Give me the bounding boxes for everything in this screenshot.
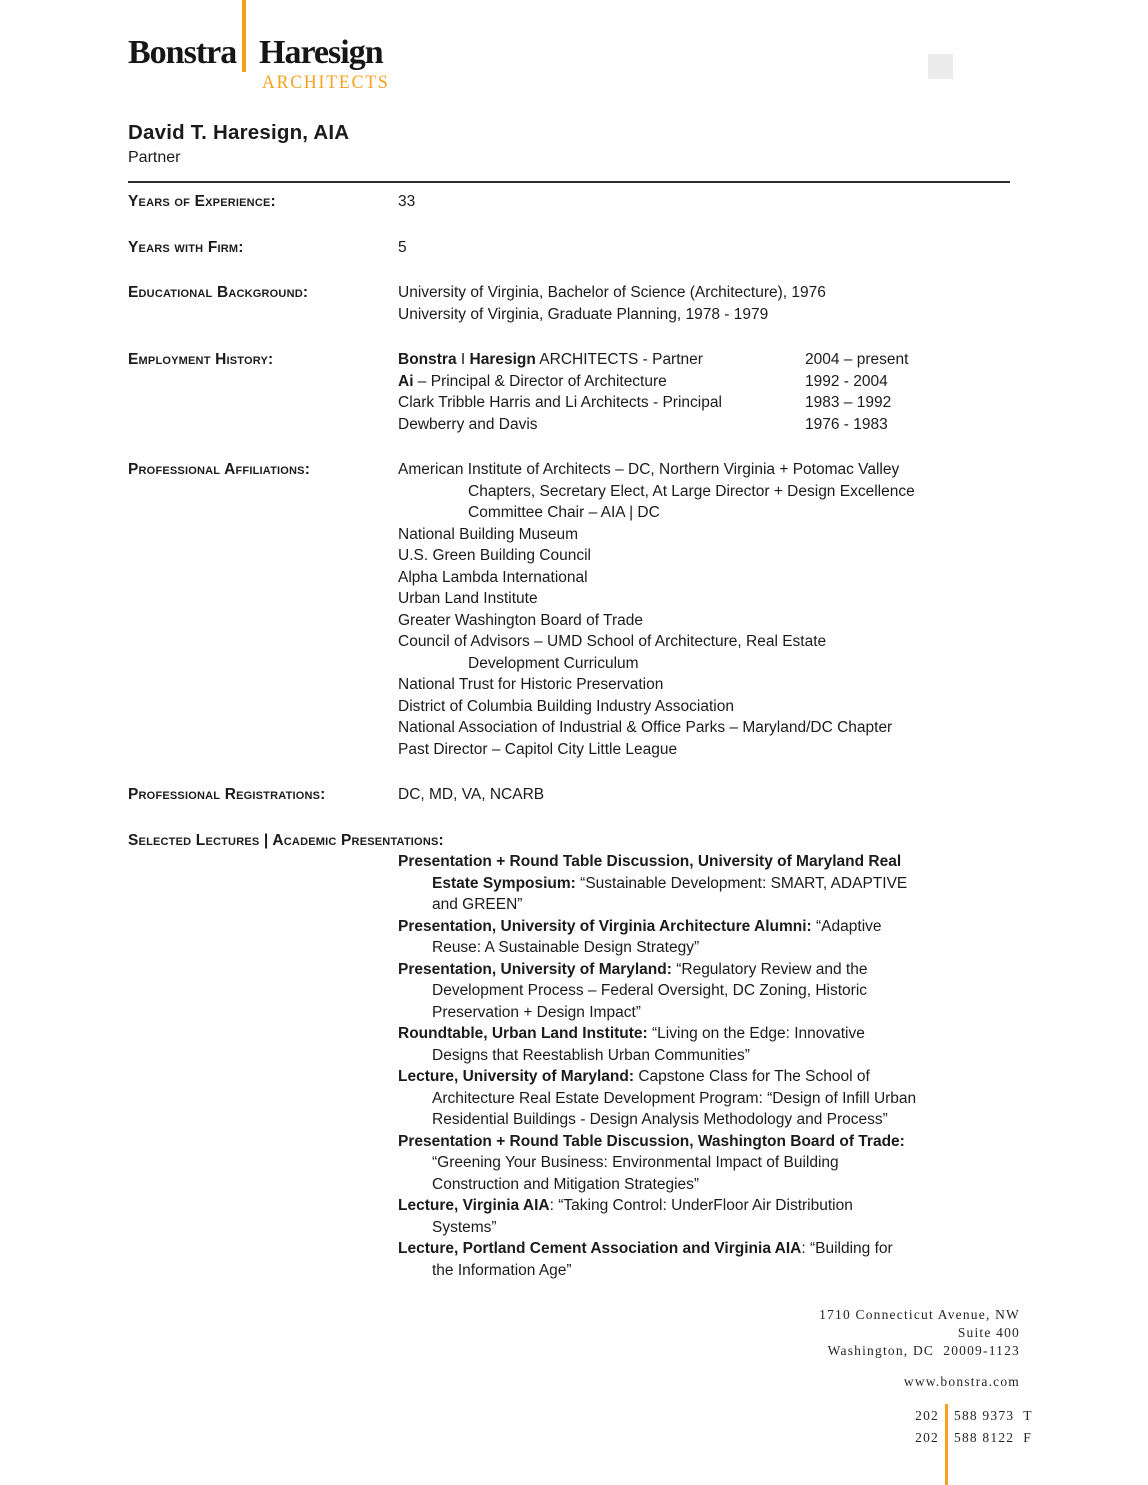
employment-entry <box>398 349 805 371</box>
lecture-line <box>398 1023 1030 1045</box>
lecture-line <box>398 1066 1030 1088</box>
employer-name: Ai <box>398 372 414 390</box>
lecture-title: Roundtable, Urban Land Institute: <box>398 1025 648 1042</box>
person-name: David T. Haresign, AIA <box>128 121 350 144</box>
footer-phones <box>819 1405 1033 1448</box>
employment-dates: 2004 – present <box>805 351 909 368</box>
lecture-text: Construction and Mitigation Strategies” <box>432 1175 700 1193</box>
education-line: University of Virginia, Bachelor of Science (Architecture), 1976 <box>398 284 826 301</box>
employment-dates: 1976 - 1983 <box>805 415 888 433</box>
phone-number <box>954 1427 1032 1449</box>
affiliation-line: National Trust for Historic Preservation <box>398 676 664 693</box>
lecture-title: Presentation + Round Table Discussion, Washington Board of Trade: <box>398 1132 905 1150</box>
lecture-text: Architecture Real Estate Development Program: “Design of Infill Urban <box>432 1089 917 1107</box>
section-years-with-firm <box>128 237 1030 259</box>
affiliation-line: Alpha Lambda International <box>398 568 588 586</box>
affiliation-line: Development Curriculum <box>468 654 639 672</box>
lecture-line <box>398 1131 1030 1153</box>
lecture-title: Presentation, University of Virginia Architecture Alumni: <box>398 917 812 935</box>
education-line: University of Virginia, Graduate Planning, 1978 - 1979 <box>398 305 769 323</box>
section-years-experience <box>128 191 1030 213</box>
affiliation-line: U.S. Green Building Council <box>398 547 591 564</box>
lecture-title: Presentation, University of Maryland: <box>398 960 672 978</box>
lecture-text: “Greening Your Business: Environmental Impact of Building <box>432 1154 839 1171</box>
logo-word-haresign: Haresign <box>259 34 383 71</box>
employment-dates: 1992 - 2004 <box>805 372 888 390</box>
lecture-title: Lecture, Portland Cement Association and Virginia AIA <box>398 1240 802 1257</box>
section-professional-registrations <box>128 784 1030 806</box>
lecture-line <box>432 1152 1030 1174</box>
phone-digits: 588 8122 <box>954 1429 1015 1445</box>
phone-area-code: 202 <box>915 1408 939 1423</box>
affiliation-line: Committee Chair – AIA | DC <box>468 504 660 521</box>
logo-word-bonstra: Bonstra <box>128 34 237 71</box>
employment-row <box>398 414 908 436</box>
affiliation-lines <box>398 459 915 760</box>
lecture-line <box>432 1260 1030 1282</box>
phone-kind: T <box>1023 1408 1033 1423</box>
logo-tagline: ARCHITECTS <box>262 72 390 93</box>
lecture-text: Capstone Class for The School of <box>634 1068 870 1085</box>
lecture-line <box>432 1174 1030 1196</box>
lecture-text: Systems” <box>432 1218 497 1236</box>
employer-name: Haresign <box>469 351 536 368</box>
footer-phone-row <box>819 1405 1033 1427</box>
education-lines <box>398 282 826 325</box>
lecture-text: : “Building for <box>801 1240 893 1257</box>
header-rule <box>128 181 1010 183</box>
section-value: 5 <box>398 238 407 256</box>
footer-accent-line <box>945 1404 948 1485</box>
section-label: Professional Affiliations: <box>128 461 311 478</box>
affiliation-line: Past Director – Capitol City Little League <box>398 740 678 758</box>
lecture-line <box>432 1109 1030 1131</box>
resume-body <box>128 191 1030 1305</box>
lecture-text: “Sustainable Development: SMART, ADAPTIVE <box>575 874 908 892</box>
lecture-line <box>432 1088 1030 1110</box>
footer <box>819 1306 1033 1448</box>
affiliation-line: Greater Washington Board of Trade <box>398 611 643 629</box>
affiliation-line: Chapters, Secretary Elect, At Large Director + Design Excellence <box>468 482 915 500</box>
phone-kind: F <box>1023 1429 1032 1445</box>
placeholder-square <box>928 54 953 79</box>
lecture-title: Lecture, Virginia AIA <box>398 1197 550 1214</box>
employment-row <box>398 349 908 371</box>
lecture-text: “Adaptive <box>811 917 882 935</box>
lecture-line <box>432 873 1030 895</box>
employment-row <box>398 371 908 393</box>
phone-digits: 588 9373 <box>954 1408 1015 1423</box>
lecture-line <box>432 894 1030 916</box>
lecture-line <box>398 916 1030 938</box>
lecture-line <box>432 1045 1030 1067</box>
lecture-text: Reuse: A Sustainable Design Strategy” <box>432 939 700 956</box>
lecture-line <box>432 1217 1030 1239</box>
footer-phone-row <box>819 1427 1032 1449</box>
section-label: Years with Firm: <box>128 238 244 256</box>
affiliation-line: National Building Museum <box>398 525 579 543</box>
section-label: Years of Experience: <box>128 193 276 210</box>
employment-entry <box>398 371 805 393</box>
section-label: Educational Background: <box>128 284 309 301</box>
section-value: DC, MD, VA, NCARB <box>398 786 545 803</box>
lecture-text: “Living on the Edge: Innovative <box>647 1025 865 1042</box>
lecture-text: Development Process – Federal Oversight, DC Zoning, Historic <box>432 982 868 999</box>
section-employment-history <box>128 349 1030 435</box>
affiliation-line: Urban Land Institute <box>398 590 538 607</box>
section-selected-lectures <box>128 830 1030 1282</box>
person-title: Partner <box>128 149 181 166</box>
lecture-title: Estate Symposium: <box>432 874 576 892</box>
lecture-line <box>432 980 1030 1002</box>
footer-address-line: 1710 Connecticut Avenue, NW <box>819 1307 1020 1322</box>
section-label: Professional Registrations: <box>128 786 326 803</box>
lecture-title: Presentation + Round Table Discussion, University of Maryland Real <box>398 853 902 870</box>
employment-role: Clark Tribble Harris and Li Architects - Principal <box>398 394 722 411</box>
employment-entry <box>398 392 805 414</box>
employment-entry <box>398 414 805 436</box>
lecture-text: “Regulatory Review and the <box>671 960 868 978</box>
employment-role: Dewberry and Davis <box>398 415 538 433</box>
lecture-line <box>398 1238 1030 1260</box>
lecture-title: Lecture, University of Maryland: <box>398 1068 635 1085</box>
employment-dates: 1983 – 1992 <box>805 394 892 411</box>
affiliation-line: Council of Advisors – UMD School of Architecture, Real Estate <box>398 633 827 650</box>
phone-area-code: 202 <box>915 1429 939 1445</box>
footer-address-line: Suite 400 <box>957 1325 1020 1340</box>
lecture-text: Residential Buildings - Design Analysis Methodology and Process” <box>432 1111 888 1128</box>
logo-divider-bar <box>242 0 246 72</box>
section-professional-affiliations <box>128 459 1030 760</box>
lecture-line <box>432 937 1030 959</box>
employer-separator: I <box>456 351 470 368</box>
affiliation-line: National Association of Industrial & Office Parks – Maryland/DC Chapter <box>398 719 893 736</box>
section-educational-background <box>128 282 1030 325</box>
footer-website: www.bonstra.com <box>903 1374 1020 1389</box>
lecture-text: : “Taking Control: UnderFloor Air Distribution <box>549 1197 853 1214</box>
section-label: Selected Lectures | Academic Presentations: <box>128 831 444 849</box>
lecture-text: Designs that Reestablish Urban Communities” <box>432 1046 750 1064</box>
lecture-text: the Information Age” <box>432 1261 572 1279</box>
section-value: 33 <box>398 193 416 210</box>
footer-address-line: Washington, DC 20009-1123 <box>827 1343 1020 1358</box>
employment-role: – Principal & Director of Architecture <box>413 372 667 390</box>
employment-role: ARCHITECTS - Partner <box>535 351 703 368</box>
employer-name: Bonstra <box>398 351 457 368</box>
lecture-text: and GREEN” <box>432 896 523 913</box>
lecture-line <box>432 1002 1030 1024</box>
employment-rows <box>398 349 908 435</box>
lecture-line <box>398 851 1030 873</box>
phone-number <box>954 1405 1033 1427</box>
section-label: Employment History: <box>128 351 274 368</box>
affiliation-line: District of Columbia Building Industry Association <box>398 697 734 715</box>
lecture-line <box>398 959 1030 981</box>
lecture-text: Preservation + Design Impact” <box>432 1003 641 1021</box>
employment-row <box>398 392 908 414</box>
affiliation-line: American Institute of Architects – DC, Northern Virginia + Potomac Valley <box>398 461 900 478</box>
lecture-line <box>398 1195 1030 1217</box>
